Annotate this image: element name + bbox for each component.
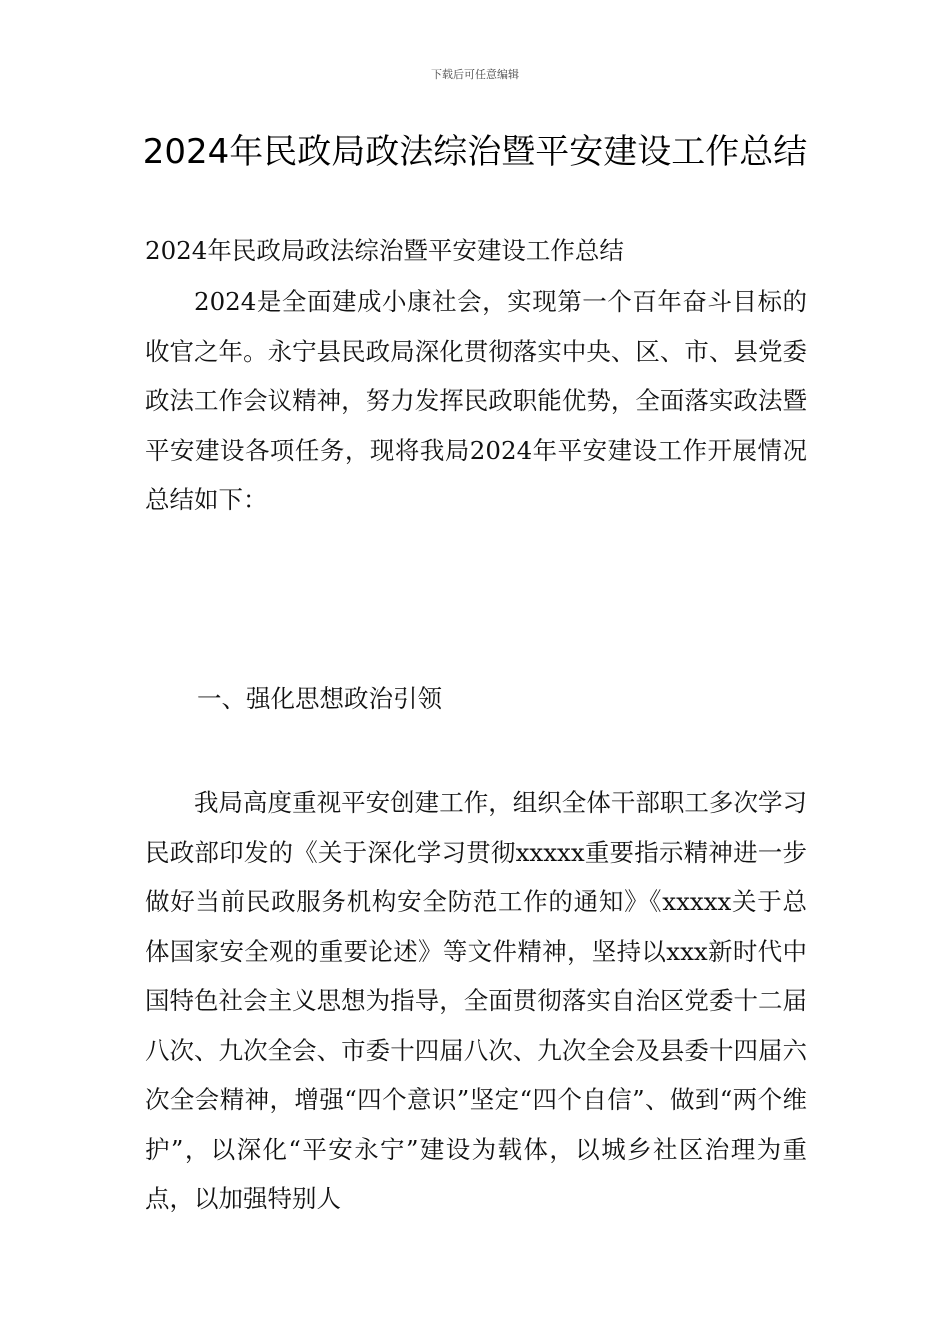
body-paragraph: 我局高度重视平安创建工作，组织全体干部职工多次学习民政部印发的《关于深化学习贯彻xxxxx重要指示精神进一步做好当前民政服务机构安全防范工作的通知》《xxxxx关于总体国家安全观的重要论述》等文件精神，坚持以xxx新时代中国特色社会主义思想为指导，全面贯彻落实自治区党委十二届八次、九次全会、市委十四届八次、九次全会及县委十四届六次全会精神，增强“四个意识”坚定“四个自信”、做到“两个维护”，以深化“平安永宁”建设为载体，以城乡社区治理为重点，以加强特别人: [145, 788, 807, 1213]
document-title: 2024年民政局政法综治暨平安建设工作总结: [142, 132, 808, 172]
section-heading: 一、强化思想政治引领: [197, 684, 442, 713]
header-note: 下载后可任意编辑: [431, 68, 519, 81]
intro-paragraph: 2024是全面建成小康社会，实现第一个百年奋斗目标的收官之年。永宁县民政局深化贯彻落实中央、区、市、县党委政法工作会议精神，努力发挥民政职能优势，全面落实政法暨平安建设各项任务，现将我局2024年平安建设工作开展情况总结如下：: [145, 287, 807, 514]
body-block: [145, 778, 807, 1224]
subtitle-block: [145, 226, 807, 276]
section-heading-block: [197, 674, 797, 724]
subtitle: 2024年民政局政法综治暨平安建设工作总结: [145, 236, 624, 265]
intro-block: [145, 277, 807, 525]
